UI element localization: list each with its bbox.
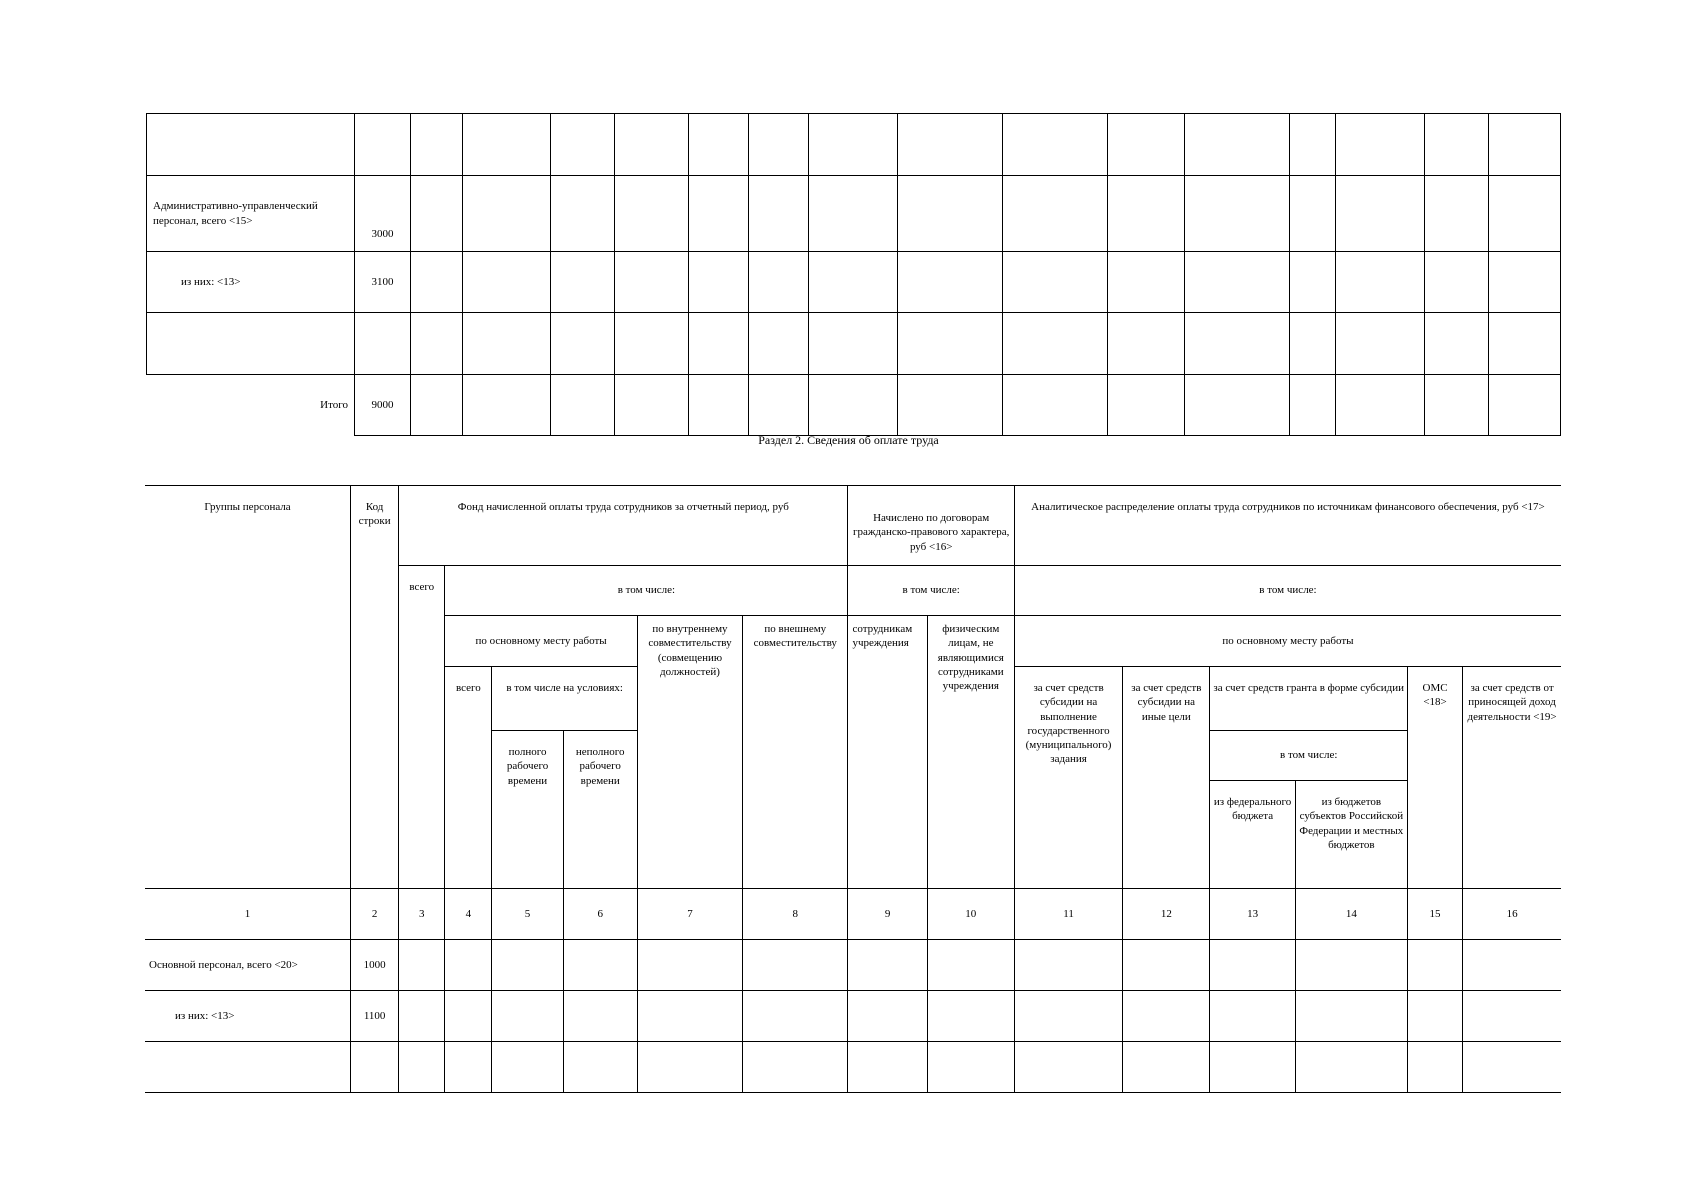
row-label: Основной персонал, всего <20>: [145, 940, 351, 991]
column-number: 13: [1210, 889, 1295, 940]
header-individuals: физическим лицам, не являющимися сотрудниками учреждения: [927, 616, 1014, 889]
column-number: 1: [145, 889, 351, 940]
table-row: [147, 313, 1561, 375]
row-label: [147, 313, 355, 375]
table-row: [147, 114, 1561, 176]
table-row: [145, 1042, 1561, 1093]
header-incl-analytic: в том числе:: [1014, 566, 1561, 616]
header-grant: за счет средств гранта в форме субсидии: [1210, 667, 1408, 731]
header-part-time: неполного рабочего времени: [563, 731, 637, 889]
column-number: 15: [1407, 889, 1462, 940]
header-row-1: [145, 486, 1561, 566]
header-employees: сотрудникам учреждения: [848, 616, 927, 889]
column-number: 10: [927, 889, 1014, 940]
header-fund: Фонд начисленной оплаты труда сотрудников за отчетный период, руб: [399, 486, 848, 566]
column-number: 9: [848, 889, 927, 940]
column-number: 14: [1295, 889, 1407, 940]
header-incl-conditions: в том числе на условиях:: [492, 667, 637, 731]
header-main-total: всего: [445, 667, 492, 889]
row-code: 1100: [351, 991, 399, 1042]
row-label: Административно-управленческий персонал, всего <15>: [147, 176, 355, 252]
column-number: 3: [399, 889, 445, 940]
row-label: [147, 114, 355, 176]
section2-wage-table: [145, 485, 1561, 1093]
column-number: 6: [563, 889, 637, 940]
header-subsidy-other: за счет средств субсидии на иные цели: [1123, 667, 1210, 889]
row-label: из них: <13>: [145, 991, 351, 1042]
column-number: 2: [351, 889, 399, 940]
header-incl-fund: в том числе:: [445, 566, 848, 616]
header-incl-civil: в том числе:: [848, 566, 1014, 616]
row-label: [145, 1042, 351, 1093]
header-total: всего: [399, 566, 445, 889]
row-label: Итого: [147, 375, 355, 436]
column-number: 4: [445, 889, 492, 940]
table-row: [145, 940, 1561, 991]
row-code: 3000: [355, 176, 411, 252]
section-title: Раздел 2. Сведения об оплате труда: [758, 433, 939, 447]
header-internal: по внутреннему совместительству (совмещению должностей): [637, 616, 742, 889]
column-number: 7: [637, 889, 742, 940]
column-number: 5: [492, 889, 563, 940]
section1-table-continuation: [146, 113, 1561, 436]
row-code: 9000: [355, 375, 411, 436]
header-oms: ОМС <18>: [1407, 667, 1462, 889]
column-numbers-row: [145, 889, 1561, 940]
header-main-place-analytic: по основному месту работы: [1014, 616, 1561, 667]
row-code: [355, 114, 411, 176]
table-row: [145, 991, 1561, 1042]
header-main-place: по основному месту работы: [445, 616, 638, 667]
table-row: [147, 176, 1561, 252]
header-income: за счет средств от приносящей доход деятельности <19>: [1463, 667, 1561, 889]
row-label: из них: <13>: [147, 252, 355, 313]
row-code: [355, 313, 411, 375]
header-external: по внешнему совместительству: [743, 616, 848, 889]
table-row-total: [147, 375, 1561, 436]
header-regional: из бюджетов субъектов Российской Федерации и местных бюджетов: [1295, 781, 1407, 889]
row-code: [351, 1042, 399, 1093]
header-subsidy-task: за счет средств субсидии на выполнение государственного (муниципального) задания: [1014, 667, 1122, 889]
column-number: 16: [1463, 889, 1561, 940]
column-number: 11: [1014, 889, 1122, 940]
column-number: 8: [743, 889, 848, 940]
row-code: 1000: [351, 940, 399, 991]
header-code: Код строки: [351, 486, 399, 889]
header-full-time: полного рабочего времени: [492, 731, 563, 889]
table-row: [147, 252, 1561, 313]
header-federal: из федерального бюджета: [1210, 781, 1295, 889]
header-incl-grant: в том числе:: [1210, 731, 1408, 781]
header-analytic: Аналитическое распределение оплаты труда сотрудников по источникам финансового обеспечения, руб <17>: [1014, 486, 1561, 566]
header-groups: Группы персонала: [145, 486, 351, 889]
header-civil-contracts: Начислено по договорам гражданско-правового характера, руб <16>: [848, 486, 1014, 566]
column-number: 12: [1123, 889, 1210, 940]
row-code: 3100: [355, 252, 411, 313]
